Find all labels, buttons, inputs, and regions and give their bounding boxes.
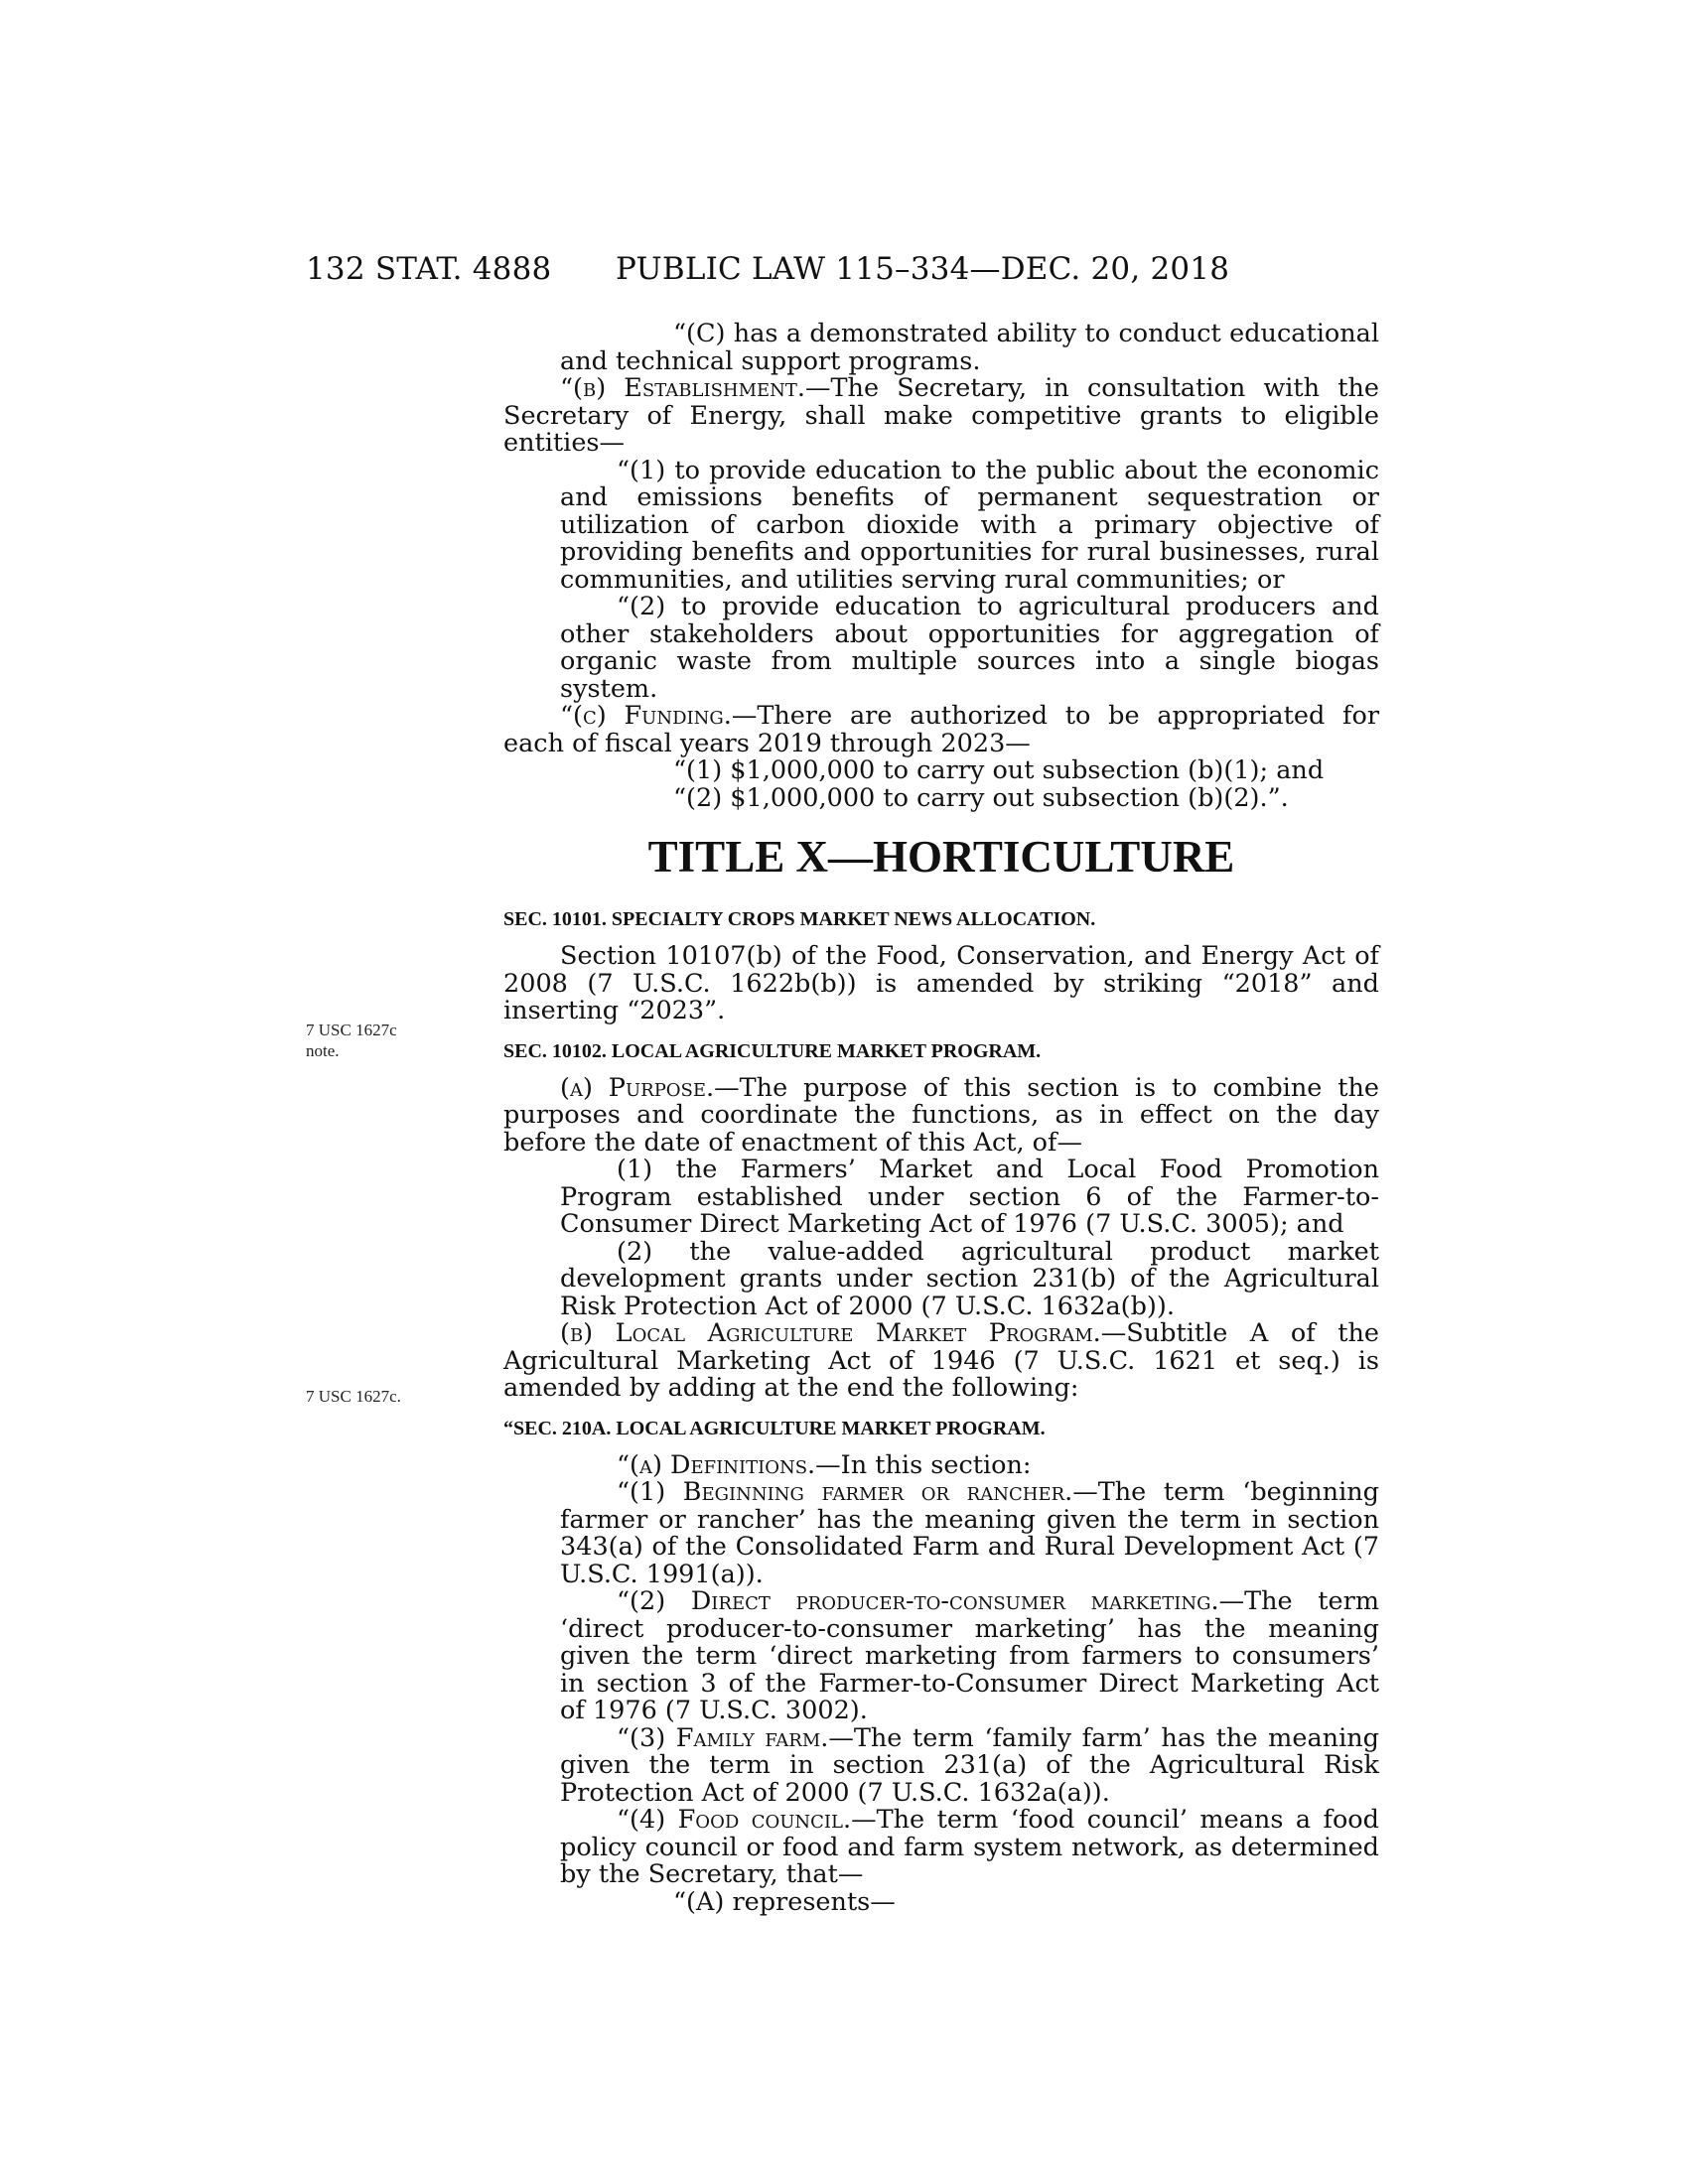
paragraph: “(1) to provide education to the public about the economic and emissions benefits of permanent sequestration or utilization of carbon dioxide with a primary objective of providing benefits and opportunities for rural businesses, rural communities, and utilities serving rural communities; or bbox=[560, 455, 1379, 595]
paragraph-text: —There are authorized to be appropriated for each of fiscal years 2019 through 2023— bbox=[503, 701, 1380, 758]
paragraph: “(A) represents— bbox=[673, 1886, 896, 1917]
subsection-heading: (b) Local Agriculture Market Program. bbox=[560, 1318, 1101, 1348]
paragraph: “(2) to provide education to agricultural producers and other stakeholders about opportunities for aggregation of organic waste from multiple sources into a single biogas system. bbox=[560, 592, 1379, 704]
paragraph bbox=[503, 703, 1379, 757]
paragraph-text: —The term ‘beginning farmer or rancher’ has the meaning given the term in section 343(a) of the Consolidated Farm and Rural Development Act (7 U.S.C. 1991(a)). bbox=[560, 1477, 1379, 1589]
margin-note-usc: 7 USC 1627c. bbox=[306, 1387, 401, 1406]
paragraph bbox=[503, 1072, 1380, 1158]
section-heading: SEC. 10101. SPECIALTY CROPS MARKET NEWS ALLOCATION. bbox=[503, 908, 1096, 930]
subsection-heading: “(b) Establishment. bbox=[560, 373, 806, 403]
public-law-header: PUBLIC LAW 115–334—DEC. 20, 2018 bbox=[616, 251, 1230, 287]
subsection-heading: “(c) Funding. bbox=[560, 701, 732, 731]
title-heading: TITLE X—HORTICULTURE bbox=[647, 832, 1235, 882]
paragraph bbox=[503, 1479, 1379, 1588]
paragraph bbox=[503, 1807, 1379, 1889]
paragraph-text: —In this section: bbox=[815, 1449, 1032, 1480]
paragraph bbox=[503, 1722, 1379, 1808]
margin-note-usc bbox=[306, 1020, 397, 1061]
paragraph bbox=[503, 1320, 1379, 1403]
paragraph: Section 10107(b) of the Food, Conservation, and Energy Act of 2008 (7 U.S.C. 1622b(b)) is amended by striking “2018” and inserting “2023”. bbox=[503, 941, 1379, 1025]
paragraph-text: —The term ‘family farm’ has the meaning given the term in section 231(a) of the Agricultural Risk Protection Act of 2000 (7 U.S.C. 1632a(a)). bbox=[560, 1722, 1379, 1808]
paragraph-text: —The purpose of this section is to combine the purposes and coordinate the functions, as in effect on the day before the date of enactment of this Act, of— bbox=[503, 1072, 1380, 1158]
section-heading: SEC. 10102. LOCAL AGRICULTURE MARKET PROGRAM. bbox=[503, 1039, 1042, 1062]
paragraph-text: —The Secretary, in consultation with the Secretary of Energy, shall make competitive grants to eligible entities— bbox=[503, 373, 1380, 458]
paragraph: “(2) $1,000,000 to carry out subsection (b)(2).”. bbox=[673, 782, 1289, 813]
definition-heading: “(1) Beginning farmer or rancher. bbox=[617, 1477, 1073, 1507]
paragraph-text: —The term ‘food council’ means a food policy council or food and farm system network, as determined by the Secretary, that— bbox=[560, 1805, 1379, 1889]
statute-page-number: 132 STAT. 4888 bbox=[306, 251, 552, 287]
paragraph: “(C) has a demonstrated ability to conduct educational and technical support programs. bbox=[560, 319, 1379, 376]
paragraph: (2) the value-added agricultural product market development grants under section 231(b) of the Agricultural Risk Protection Act of 2000 (7 U.S.C. 1632a(b)). bbox=[560, 1236, 1379, 1321]
definition-heading: “(2) Direct producer-to-consumer marketing. bbox=[617, 1586, 1219, 1616]
paragraph-text: —The term ‘direct producer-to-consumer marketing’ has the meaning given the term ‘direct marketing from farmers to consumers’ in section 3 of the Farmer-to-Consumer Direct Marketing Act of 1976 (7 U.S.C. 3002). bbox=[560, 1586, 1379, 1725]
subsection-heading: (a) Purpose. bbox=[560, 1072, 715, 1103]
definition-heading: “(4) Food council. bbox=[617, 1805, 852, 1835]
paragraph-text: —Subtitle A of the Agricultural Marketing Act of 1946 (7 U.S.C. 1621 et seq.) is amended by adding at the end the following: bbox=[503, 1318, 1379, 1403]
paragraph: (1) the Farmers’ Market and Local Food Promotion Program established under section 6 of the Farmer-to-Consumer Direct Marketing Act of 1976 (7 U.S.C. 3005); and bbox=[560, 1155, 1379, 1239]
definition-heading: “(3) Family farm. bbox=[617, 1722, 829, 1753]
margin-note-line: 7 USC 1627c bbox=[306, 1021, 397, 1039]
paragraph bbox=[503, 1588, 1379, 1725]
margin-note-line: note. bbox=[306, 1041, 340, 1060]
subsection-heading: “(a) Definitions. bbox=[617, 1449, 816, 1480]
paragraph bbox=[503, 375, 1379, 458]
section-heading: “SEC. 210A. LOCAL AGRICULTURE MARKET PROGRAM. bbox=[503, 1417, 1046, 1439]
paragraph bbox=[503, 1449, 1379, 1480]
paragraph: “(1) $1,000,000 to carry out subsection (b)(1); and bbox=[673, 755, 1325, 785]
statute-body bbox=[503, 321, 1379, 1916]
